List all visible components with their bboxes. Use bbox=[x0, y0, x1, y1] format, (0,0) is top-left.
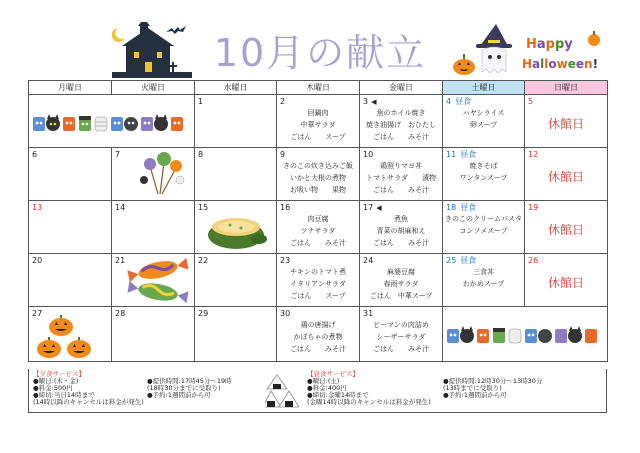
menu-line: ワンタンスープ bbox=[459, 174, 508, 182]
info-line: (18時30分までに受取り) bbox=[147, 384, 221, 392]
day-number-text: 18 bbox=[446, 203, 457, 212]
day-number bbox=[363, 203, 382, 213]
menu-line: ごはん みそ汁 bbox=[373, 345, 429, 353]
week-row bbox=[29, 254, 608, 307]
menu-line: 肉豆腐 bbox=[307, 215, 329, 223]
closed-label: 休館日 bbox=[547, 170, 584, 184]
info-line: ●提供時間:12時30分～13時30分 bbox=[443, 377, 543, 385]
day-cell-14 bbox=[112, 201, 195, 254]
menu-line: ごはん みそ汁 bbox=[373, 239, 429, 247]
weekday-tue: 火曜日 bbox=[112, 81, 195, 95]
day-number: 22 bbox=[198, 256, 209, 265]
menu-line: ごはん みそ汁 bbox=[373, 186, 429, 194]
dinner-service-times bbox=[147, 378, 267, 399]
dinner-service-basic bbox=[33, 371, 163, 406]
weekday-header-row bbox=[29, 81, 608, 95]
lunch-label: 昼食 bbox=[460, 150, 477, 159]
weekday-fri: 金曜日 bbox=[360, 81, 443, 95]
day-number: 23 bbox=[280, 256, 291, 265]
menu-items bbox=[277, 319, 359, 355]
menu-line: チキンのトマト煮 bbox=[290, 268, 346, 276]
haunted-house-icon bbox=[112, 22, 192, 78]
menu-line: 煮魚 bbox=[394, 215, 408, 223]
info-line: ●提供時間:17時45分～19時 bbox=[147, 377, 232, 385]
day-number: 31 bbox=[363, 309, 374, 318]
day-cell-13 bbox=[29, 201, 112, 254]
menu-items bbox=[277, 213, 359, 249]
menu-line: シーザーサラダ bbox=[376, 333, 426, 341]
info-line: ●予約:1週間前から可 bbox=[147, 391, 211, 399]
menu-line: 鶏照りマヨ丼 bbox=[380, 162, 422, 170]
day-cell-31 bbox=[360, 307, 443, 362]
day-number bbox=[363, 97, 376, 107]
day-number bbox=[446, 97, 471, 106]
menu-items bbox=[443, 213, 524, 237]
menu-items bbox=[277, 107, 359, 143]
day-number: 2 bbox=[280, 97, 286, 106]
weekday-wed: 水曜日 bbox=[195, 81, 277, 95]
day-number: 10 bbox=[363, 150, 374, 159]
fish-icon: ◀ bbox=[371, 98, 377, 106]
day-cell-24 bbox=[360, 254, 443, 307]
day-number: 7 bbox=[115, 150, 121, 159]
day-number: 8 bbox=[198, 150, 204, 159]
day-cell-30 bbox=[277, 307, 360, 362]
day-number: 15 bbox=[198, 203, 209, 212]
day-number: 29 bbox=[198, 309, 209, 318]
day-cell-23 bbox=[277, 254, 360, 307]
day-cell-26 bbox=[525, 254, 608, 307]
day-number-text: 17 bbox=[363, 203, 374, 212]
day-cell-29 bbox=[195, 307, 277, 362]
day-number: 9 bbox=[280, 150, 286, 159]
header bbox=[0, 0, 640, 80]
page-title: 10月の献立 bbox=[213, 31, 427, 75]
menu-items bbox=[360, 160, 442, 196]
menu-line: 春雨サラダ bbox=[383, 280, 419, 288]
day-number: 12 bbox=[528, 150, 539, 159]
menu-items bbox=[443, 107, 524, 131]
menu-line: ごはん みそ汁 bbox=[290, 345, 346, 353]
day-cell-25 bbox=[443, 254, 525, 307]
menu-items bbox=[277, 160, 359, 196]
rice-ball-icon bbox=[265, 373, 299, 409]
menu-line: 中華サラダ bbox=[300, 121, 336, 129]
day-cell-11 bbox=[443, 148, 525, 201]
fish-icon: ◀ bbox=[376, 204, 382, 212]
menu-line: ごはん スープ bbox=[290, 292, 346, 300]
day-number: 24 bbox=[363, 256, 374, 265]
menu-line: ごはん スープ bbox=[290, 133, 346, 141]
day-number: 19 bbox=[528, 203, 539, 212]
info-line: ●締切:当日14時まで bbox=[33, 391, 95, 399]
dinner-service-heading: 【夕食サービス】 bbox=[33, 370, 85, 378]
menu-items bbox=[360, 319, 442, 355]
day-cell-20 bbox=[29, 254, 112, 307]
info-line: (13時までに受取り) bbox=[443, 384, 502, 392]
day-cell-10 bbox=[360, 148, 443, 201]
day-number: 26 bbox=[528, 256, 539, 265]
lollipop-candy-icon bbox=[136, 150, 186, 196]
day-number: 21 bbox=[115, 256, 126, 265]
happy-halloween-text bbox=[520, 28, 620, 78]
day-cell-27 bbox=[29, 307, 112, 362]
menu-line: いかと大根の煮物 bbox=[290, 174, 346, 182]
menu-calendar bbox=[28, 80, 608, 362]
menu-items bbox=[277, 266, 359, 302]
lunch-service-basic bbox=[307, 371, 457, 406]
day-number: 30 bbox=[280, 309, 291, 318]
day-number: 6 bbox=[32, 150, 38, 159]
day-number-text: 25 bbox=[446, 256, 457, 265]
day-cell-15 bbox=[195, 201, 277, 254]
menu-line: きのこのクリームパスタ bbox=[445, 215, 522, 223]
weekday-sat: 土曜日 bbox=[443, 81, 525, 95]
day-number bbox=[446, 256, 476, 265]
info-line: ●締切:金曜14時まで bbox=[307, 391, 369, 399]
monster-row-icon bbox=[31, 114, 191, 132]
day-cell-3 bbox=[360, 95, 443, 148]
menu-line: ピーマンの肉詰め bbox=[373, 321, 429, 329]
menu-items bbox=[443, 160, 524, 184]
menu-line: ハヤシライス bbox=[462, 109, 505, 117]
day-cell-22 bbox=[195, 254, 277, 307]
menu-line: 鶏の唐揚げ bbox=[300, 321, 336, 329]
day-cell-19 bbox=[525, 201, 608, 254]
weekday-mon: 月曜日 bbox=[29, 81, 112, 95]
menu-line: 青菜の胡麻和え bbox=[376, 227, 426, 235]
menu-line: 三食丼 bbox=[473, 268, 494, 276]
menu-line: 魚のホイル焼き bbox=[376, 109, 426, 117]
menu-line: コンソメスープ bbox=[459, 227, 508, 235]
day-cell-8 bbox=[195, 148, 277, 201]
menu-items bbox=[360, 213, 442, 249]
info-line: (金曜14時以降のキャンセルは料金が発生) bbox=[307, 398, 431, 406]
menu-line: 回鍋肉 bbox=[307, 109, 329, 117]
day-number-text: 11 bbox=[446, 150, 457, 159]
menu-line: 麻婆豆腐 bbox=[387, 268, 415, 276]
info-line: ●料金:400円 bbox=[307, 384, 347, 392]
day-cell-21 bbox=[112, 254, 195, 307]
lunch-label: 昼食 bbox=[455, 97, 472, 106]
week-row bbox=[29, 95, 608, 148]
monster-row-icon bbox=[445, 326, 605, 344]
day-number: 16 bbox=[280, 203, 291, 212]
pumpkin-gratin-icon bbox=[203, 205, 269, 251]
monster-border-cell bbox=[443, 307, 608, 362]
day-cell-2 bbox=[277, 95, 360, 148]
day-number-text: 3 bbox=[363, 97, 369, 106]
day-number bbox=[446, 203, 476, 212]
info-line: (14時以降のキャンセルは料金が発生) bbox=[33, 398, 144, 406]
menu-items bbox=[360, 107, 442, 143]
pumpkin-icon bbox=[452, 54, 476, 76]
day-number: 20 bbox=[32, 256, 43, 265]
day-number: 27 bbox=[32, 309, 43, 318]
svg-text:Happy: Happy bbox=[526, 37, 573, 52]
menu-line: ごはん みそ汁 bbox=[373, 133, 429, 141]
menu-line: イタリアンサラダ bbox=[290, 280, 346, 288]
day-cell-4 bbox=[443, 95, 525, 148]
day-cell-9 bbox=[277, 148, 360, 201]
weekday-sun: 日曜日 bbox=[525, 81, 608, 95]
info-line: ●予約:1週間前から可 bbox=[443, 391, 507, 399]
day-number-text: 4 bbox=[446, 97, 452, 106]
week-row bbox=[29, 148, 608, 201]
menu-line: トマトサラダ 漬物 bbox=[366, 174, 436, 182]
menu-line: わかめスープ bbox=[462, 280, 505, 288]
menu-line: ごはん みそ汁 bbox=[290, 239, 346, 247]
day-cell-12 bbox=[525, 148, 608, 201]
menu-line: きのこの炊き込みご飯 bbox=[283, 162, 353, 170]
menu-line: 焼き油揚げ おひたし bbox=[366, 121, 436, 129]
lunch-label: 昼食 bbox=[460, 203, 477, 212]
menu-line: かぼちゃの煮物 bbox=[293, 333, 343, 341]
day-number: 14 bbox=[115, 203, 126, 212]
monster-border-cell bbox=[29, 95, 195, 148]
menu-items bbox=[443, 266, 524, 290]
menu-line: 卵スープ bbox=[469, 121, 498, 129]
week-row bbox=[29, 201, 608, 254]
day-cell-18 bbox=[443, 201, 525, 254]
day-cell-17 bbox=[360, 201, 443, 254]
ghost-witch-icon bbox=[474, 24, 514, 78]
day-number bbox=[446, 150, 476, 159]
day-number: 28 bbox=[115, 309, 126, 318]
lunch-service-heading: 【昼食サービス】 bbox=[307, 370, 359, 378]
menu-line: ごはん 中華スープ bbox=[369, 292, 433, 300]
menu-line: 焼きそば bbox=[469, 162, 498, 170]
menu-line: ツナサラダ bbox=[300, 227, 336, 235]
service-info bbox=[28, 369, 607, 413]
info-line: ●曜日:(土) bbox=[307, 377, 340, 385]
lunch-label: 昼食 bbox=[460, 256, 477, 265]
day-cell-16 bbox=[277, 201, 360, 254]
menu-line: お吸い物 果物 bbox=[290, 186, 346, 194]
info-line: ●料金:500円 bbox=[33, 384, 73, 392]
day-cell-6 bbox=[29, 148, 112, 201]
day-number: 5 bbox=[528, 97, 534, 106]
day-cell-5 bbox=[525, 95, 608, 148]
lunch-service-times bbox=[443, 378, 603, 399]
day-cell-1 bbox=[195, 95, 277, 148]
weekday-thu: 木曜日 bbox=[277, 81, 360, 95]
wrapped-candy-icon bbox=[124, 256, 192, 306]
day-cell-28 bbox=[112, 307, 195, 362]
jack-o-lantern-icon bbox=[35, 313, 105, 359]
day-number: 1 bbox=[198, 97, 204, 106]
closed-label: 休館日 bbox=[547, 117, 584, 131]
closed-label: 休館日 bbox=[547, 276, 584, 290]
week-row bbox=[29, 307, 608, 362]
menu-items bbox=[360, 266, 442, 302]
svg-text:Halloween!: Halloween! bbox=[522, 57, 599, 71]
info-line: ●曜日:(木・金) bbox=[33, 377, 79, 385]
day-number: 13 bbox=[32, 203, 43, 212]
day-cell-7 bbox=[112, 148, 195, 201]
closed-label: 休館日 bbox=[547, 223, 584, 237]
